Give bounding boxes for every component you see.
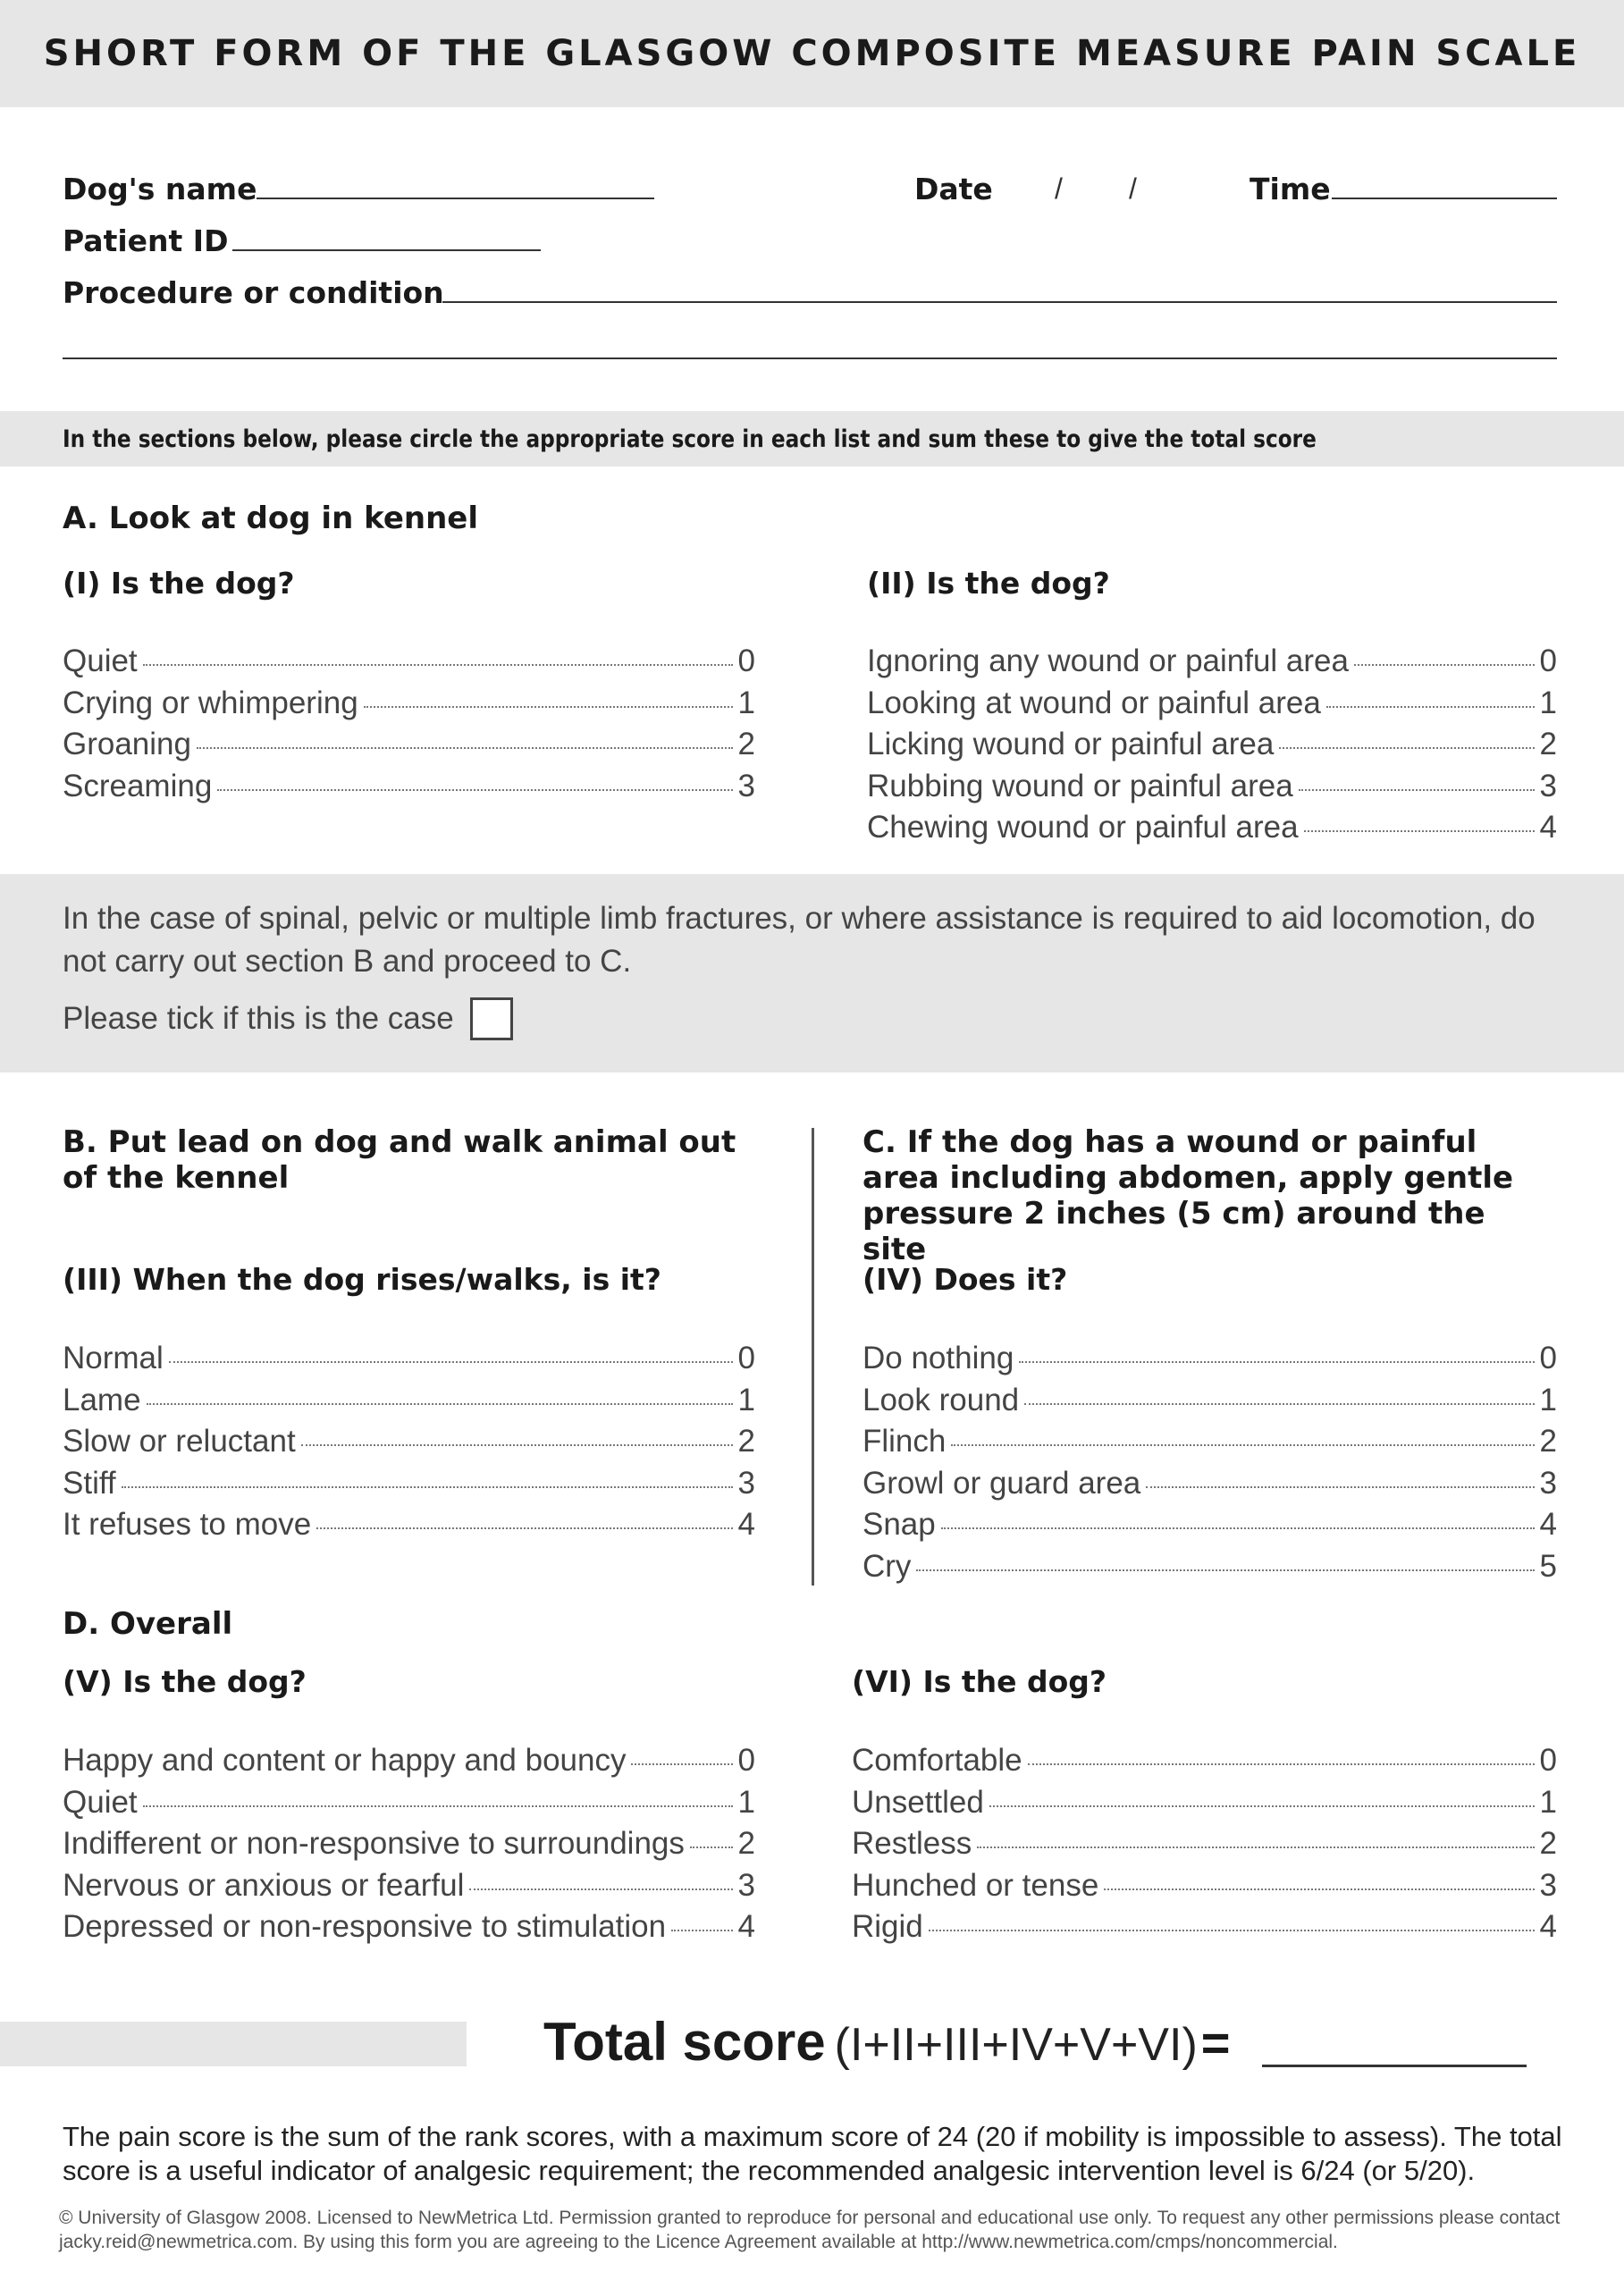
dogs-name-field[interactable] bbox=[257, 198, 654, 199]
list-item[interactable]: Quiet 1 bbox=[63, 1784, 755, 1820]
list-item[interactable]: Unsettled 1 bbox=[852, 1784, 1557, 1820]
q3-list bbox=[63, 1341, 755, 1549]
date-separator: / bbox=[1055, 172, 1063, 205]
list-item[interactable]: Screaming 3 bbox=[63, 768, 755, 803]
list-item[interactable]: Licking wound or painful area 2 bbox=[867, 727, 1557, 761]
total-score-field[interactable] bbox=[1262, 2065, 1527, 2067]
instruction-text: In the sections below, please circle the appropriate score in each list and sum these to give the total score bbox=[63, 425, 1317, 453]
list-item[interactable]: It refuses to move 4 bbox=[63, 1507, 755, 1542]
fracture-note-box bbox=[0, 874, 1624, 1072]
list-item[interactable]: Rigid 4 bbox=[852, 1909, 1557, 1944]
list-item[interactable]: Cry 5 bbox=[862, 1548, 1557, 1584]
tick-checkbox[interactable] bbox=[470, 997, 513, 1040]
tick-row bbox=[63, 997, 513, 1040]
dogs-name-label: Dog's name bbox=[63, 172, 257, 206]
list-item[interactable]: Slow or reluctant 2 bbox=[63, 1424, 755, 1459]
procedure-field-line-2[interactable] bbox=[63, 358, 1557, 359]
list-item[interactable]: Snap 4 bbox=[862, 1507, 1557, 1542]
footer-explanation: The pain score is the sum of the rank scores, with a maximum score of 24 (20 if mobility is impossible to assess). The total score is a useful indicator of analgesic requirement; the recommended analgesic intervention level is 6/24 (or 5/20). bbox=[63, 2121, 1562, 2186]
q6-list bbox=[852, 1743, 1557, 1951]
total-score-label: Total score bbox=[543, 2012, 826, 2072]
q2-title: (II) Is the dog? bbox=[867, 566, 1110, 601]
section-c-heading: C. If the dog has a wound or painful area including abdomen, apply gentle pressure 2 inches (5 cm) around the site bbox=[862, 1124, 1514, 1267]
q1-title: (I) Is the dog? bbox=[63, 566, 295, 601]
q6-title: (VI) Is the dog? bbox=[852, 1664, 1107, 1699]
title-bar bbox=[0, 0, 1624, 107]
total-bar-accent bbox=[0, 2022, 467, 2066]
procedure-field[interactable] bbox=[442, 301, 1557, 303]
list-item[interactable]: Groaning 2 bbox=[63, 727, 755, 761]
total-score-equals: = bbox=[1200, 2015, 1231, 2071]
list-item[interactable]: Crying or whimpering 1 bbox=[63, 685, 755, 720]
date-label: Date bbox=[914, 172, 993, 206]
fracture-note-text: In the case of spinal, pelvic or multiple limb fractures, or where assistance is required to aid locomotion, do not carry out section B and proceed to C. bbox=[63, 901, 1536, 979]
list-item[interactable]: Happy and content or happy and bouncy 0 bbox=[63, 1743, 755, 1778]
list-item[interactable]: Flinch 2 bbox=[862, 1424, 1557, 1459]
date-separator: / bbox=[1129, 172, 1137, 205]
form-title: SHORT FORM OF THE GLASGOW COMPOSITE MEASURE PAIN SCALE bbox=[43, 33, 1581, 74]
list-item[interactable]: Hunched or tense 3 bbox=[852, 1867, 1557, 1903]
q5-title: (V) Is the dog? bbox=[63, 1664, 307, 1699]
tick-label: Please tick if this is the case bbox=[63, 1001, 454, 1036]
instruction-bar bbox=[0, 411, 1624, 467]
patient-id-label: Patient ID bbox=[63, 223, 229, 258]
list-item[interactable]: Depressed or non-responsive to stimulation 4 bbox=[63, 1909, 755, 1944]
q5-list bbox=[63, 1743, 755, 1951]
total-score-row bbox=[543, 2011, 1230, 2073]
q3-title: (III) When the dog rises/walks, is it? bbox=[63, 1262, 661, 1297]
time-label: Time bbox=[1250, 172, 1331, 206]
time-field[interactable] bbox=[1332, 198, 1557, 199]
list-item[interactable]: Nervous or anxious or fearful 3 bbox=[63, 1867, 755, 1903]
q4-list bbox=[862, 1341, 1557, 1590]
section-a-heading: A. Look at dog in kennel bbox=[63, 500, 479, 536]
list-item[interactable]: Normal 0 bbox=[63, 1341, 755, 1375]
list-item[interactable]: Lame 1 bbox=[63, 1382, 755, 1417]
list-item[interactable]: Rubbing wound or painful area 3 bbox=[867, 768, 1557, 803]
list-item[interactable]: Chewing wound or painful area 4 bbox=[867, 810, 1557, 845]
procedure-label: Procedure or condition bbox=[63, 275, 444, 310]
total-score-formula: (I+II+III+IV+V+VI) bbox=[834, 2019, 1198, 2071]
list-item[interactable]: Indifferent or non-responsive to surroundings 2 bbox=[63, 1826, 755, 1861]
list-item[interactable]: Quiet 0 bbox=[63, 644, 755, 678]
q4-title: (IV) Does it? bbox=[862, 1262, 1068, 1297]
section-b-heading: B. Put lead on dog and walk animal out of the kennel bbox=[63, 1124, 736, 1196]
section-d-heading: D. Overall bbox=[63, 1606, 233, 1642]
patient-id-field[interactable] bbox=[232, 249, 541, 251]
list-item[interactable]: Looking at wound or painful area 1 bbox=[867, 685, 1557, 720]
list-item[interactable]: Stiff 3 bbox=[63, 1465, 755, 1501]
list-item[interactable]: Comfortable 0 bbox=[852, 1743, 1557, 1778]
q2-list bbox=[867, 644, 1557, 852]
q1-list bbox=[63, 644, 755, 810]
column-divider bbox=[812, 1128, 814, 1586]
copyright-notice: © University of Glasgow 2008. Licensed to NewMetrica Ltd. Permission granted to reproduce for personal and educational use only. To request any other permissions please contact jacky.reid@newmetrica.com. By using this form you are agreeing to the Licence Agreement available at http://www.newmetrica.com/cmps/noncommercial. bbox=[59, 2208, 1561, 2252]
list-item[interactable]: Restless 2 bbox=[852, 1826, 1557, 1861]
list-item[interactable]: Growl or guard area 3 bbox=[862, 1465, 1557, 1501]
list-item[interactable]: Do nothing 0 bbox=[862, 1341, 1557, 1375]
list-item[interactable]: Look round 1 bbox=[862, 1382, 1557, 1417]
list-item[interactable]: Ignoring any wound or painful area 0 bbox=[867, 644, 1557, 678]
